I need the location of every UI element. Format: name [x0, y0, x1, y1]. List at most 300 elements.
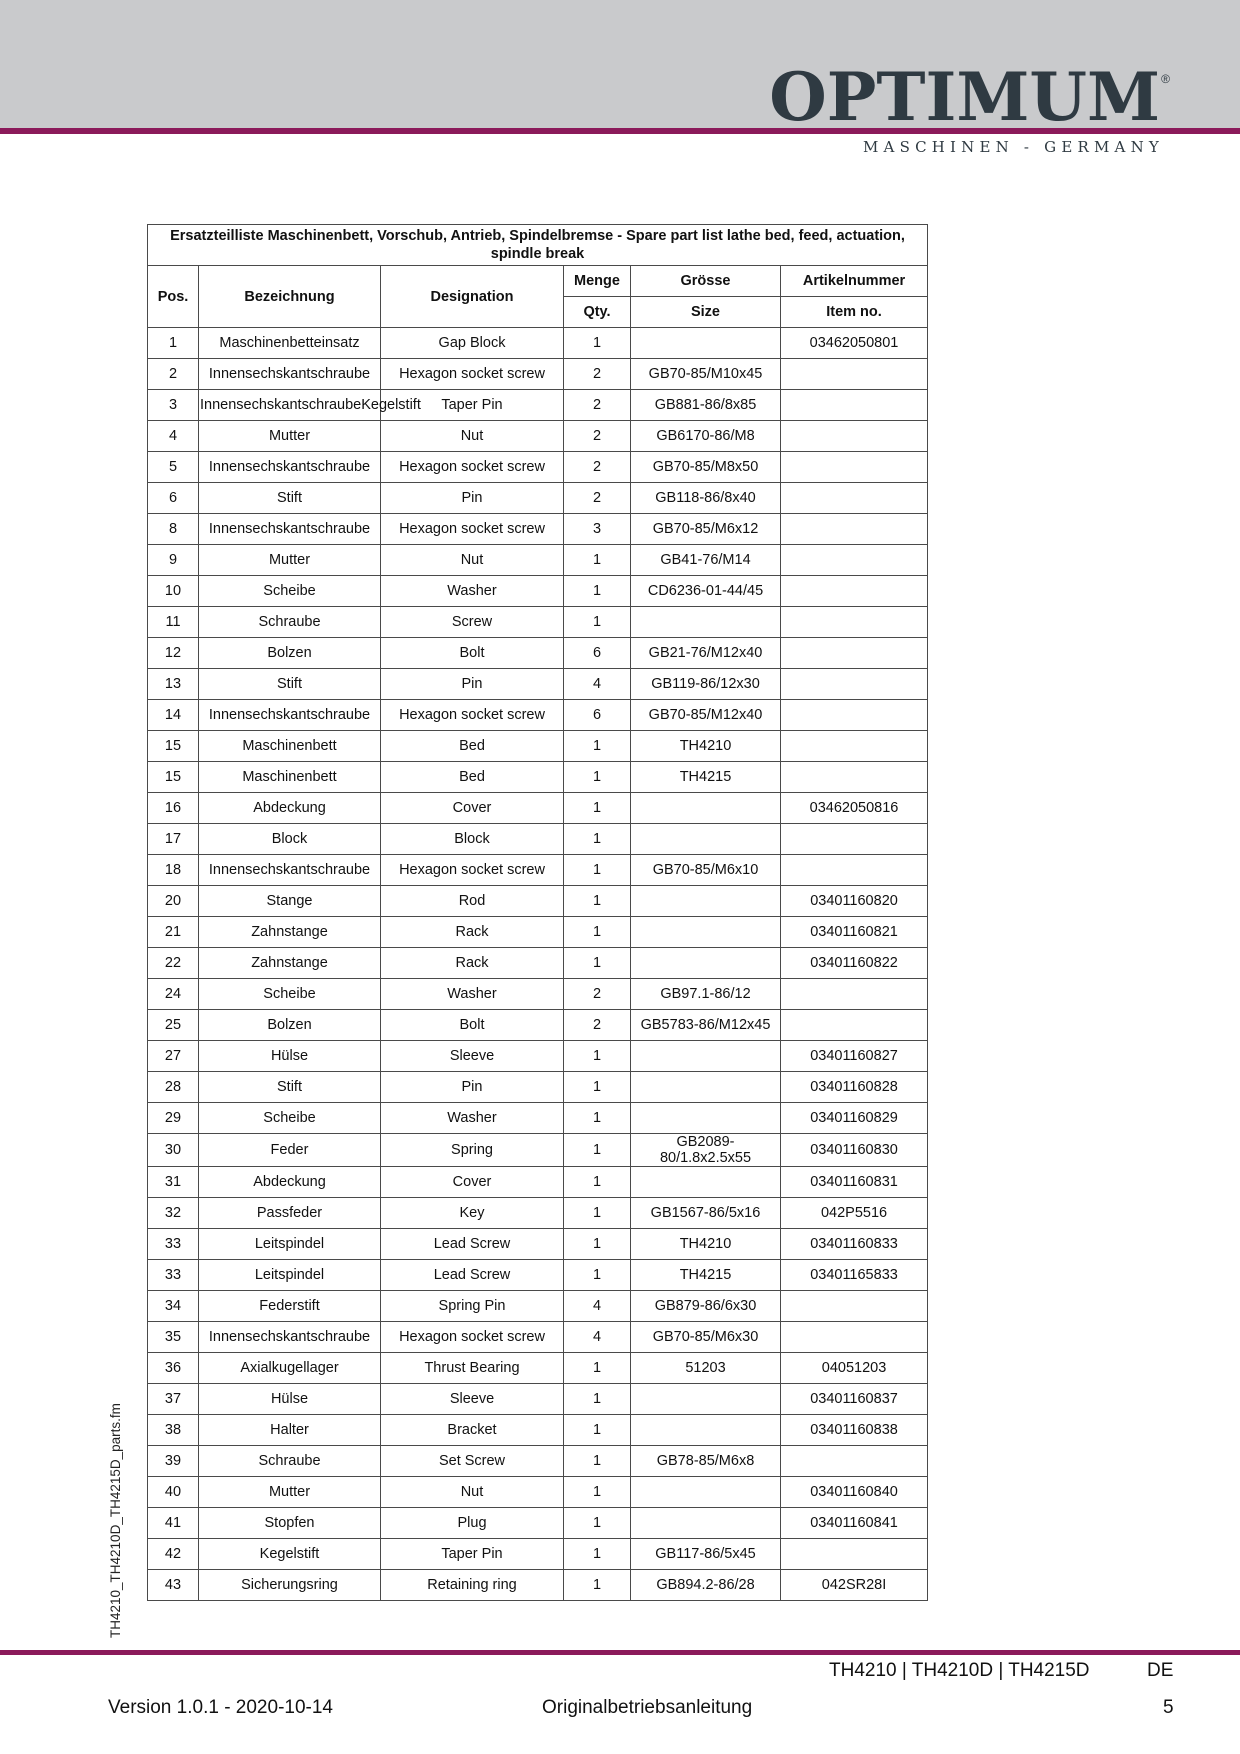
cell-item-no [781, 359, 928, 390]
cell-size: GB21-76/M12x40 [631, 638, 781, 669]
cell-pos: 28 [148, 1072, 199, 1103]
cell-qty: 1 [564, 576, 631, 607]
table-row [148, 793, 928, 824]
cell-pos: 29 [148, 1103, 199, 1134]
cell-size: GB879-86/6x30 [631, 1291, 781, 1322]
cell-item-no [781, 1291, 928, 1322]
footer-manual-title: Originalbetriebsanleitung [542, 1697, 753, 1718]
table-row [148, 1260, 928, 1291]
cell-bezeichnung: Stange [199, 886, 381, 917]
cell-qty: 6 [564, 638, 631, 669]
cell-item-no: 03401160830 [781, 1134, 928, 1167]
table-row [148, 948, 928, 979]
cell-pos: 6 [148, 483, 199, 514]
cell-bezeichnung: Maschinenbett [199, 731, 381, 762]
cell-item-no [781, 545, 928, 576]
cell-item-no: 042P5516 [781, 1198, 928, 1229]
cell-item-no [781, 390, 928, 421]
cell-size: GB70-85/M10x45 [631, 359, 781, 390]
cell-designation: Hexagon socket screw [381, 700, 564, 731]
table-row [148, 1072, 928, 1103]
cell-pos: 12 [148, 638, 199, 669]
cell-size: TH4210 [631, 1229, 781, 1260]
cell-qty: 1 [564, 1134, 631, 1167]
table-row [148, 700, 928, 731]
cell-bezeichnung: Zahnstange [199, 948, 381, 979]
table-row [148, 328, 928, 359]
cell-qty: 1 [564, 328, 631, 359]
header-bezeichnung: Bezeichnung [199, 266, 381, 328]
table-row [148, 607, 928, 638]
cell-designation: Key [381, 1198, 564, 1229]
cell-pos: 37 [148, 1384, 199, 1415]
table-row [148, 1508, 928, 1539]
cell-designation: Pin [381, 1072, 564, 1103]
cell-qty: 3 [564, 514, 631, 545]
cell-bezeichnung: Innensechskantschraube [199, 1322, 381, 1353]
cell-designation: Washer [381, 576, 564, 607]
header-artikelnummer: Artikelnummer [781, 266, 928, 297]
table-title: Ersatzteilliste Maschinenbett, Vorschub, Antrieb, Spindelbremse - Spare part list lathe bed, feed, actuation, spindle break [148, 225, 928, 266]
cell-qty: 1 [564, 948, 631, 979]
cell-designation: Bed [381, 762, 564, 793]
cell-item-no [781, 1539, 928, 1570]
optimum-logo [769, 58, 1170, 162]
cell-size: GB119-86/12x30 [631, 669, 781, 700]
cell-designation: Spring [381, 1134, 564, 1167]
cell-designation: Pin [381, 669, 564, 700]
cell-qty: 1 [564, 1384, 631, 1415]
table-row [148, 483, 928, 514]
cell-qty: 1 [564, 1229, 631, 1260]
cell-designation: Sleeve [381, 1041, 564, 1072]
cell-size [631, 1477, 781, 1508]
cell-qty: 2 [564, 979, 631, 1010]
cell-qty: 1 [564, 607, 631, 638]
cell-size [631, 607, 781, 638]
cell-bezeichnung: Leitspindel [199, 1229, 381, 1260]
cell-designation: Lead Screw [381, 1260, 564, 1291]
cell-bezeichnung: Scheibe [199, 1103, 381, 1134]
table-row [148, 576, 928, 607]
cell-pos: 21 [148, 917, 199, 948]
cell-item-no [781, 1322, 928, 1353]
cell-designation: Hexagon socket screw [381, 514, 564, 545]
table-row [148, 1353, 928, 1384]
cell-size: GB78-85/M6x8 [631, 1446, 781, 1477]
cell-pos: 31 [148, 1167, 199, 1198]
cell-item-no [781, 514, 928, 545]
cell-bezeichnung: Maschinenbett [199, 762, 381, 793]
cell-designation: Hexagon socket screw [381, 855, 564, 886]
cell-size [631, 1384, 781, 1415]
cell-bezeichnung: Innensechskantschraube [199, 359, 381, 390]
table-row [148, 638, 928, 669]
table-row [148, 1291, 928, 1322]
cell-size: 51203 [631, 1353, 781, 1384]
cell-designation: Taper Pin [381, 390, 564, 421]
table-row [148, 886, 928, 917]
cell-bezeichnung: Stopfen [199, 1508, 381, 1539]
cell-designation: Rack [381, 917, 564, 948]
cell-bezeichnung: Feder [199, 1134, 381, 1167]
cell-pos: 33 [148, 1260, 199, 1291]
table-row [148, 824, 928, 855]
cell-qty: 1 [564, 1353, 631, 1384]
cell-pos: 9 [148, 545, 199, 576]
cell-bezeichnung: Mutter [199, 1477, 381, 1508]
cell-item-no [781, 855, 928, 886]
footer-divider [0, 1650, 1240, 1655]
cell-pos: 32 [148, 1198, 199, 1229]
cell-item-no [781, 483, 928, 514]
cell-pos: 20 [148, 886, 199, 917]
cell-qty: 1 [564, 917, 631, 948]
cell-bezeichnung: InnensechskantschraubeKegelstift [199, 390, 381, 421]
cell-size: GB41-76/M14 [631, 545, 781, 576]
cell-designation: Gap Block [381, 328, 564, 359]
cell-bezeichnung: Sicherungsring [199, 1570, 381, 1601]
table-row [148, 1415, 928, 1446]
table-row [148, 1134, 928, 1167]
cell-qty: 1 [564, 1415, 631, 1446]
cell-bezeichnung: Axialkugellager [199, 1353, 381, 1384]
cell-size: GB117-86/5x45 [631, 1539, 781, 1570]
cell-pos: 24 [148, 979, 199, 1010]
table-row [148, 917, 928, 948]
table-row [148, 855, 928, 886]
cell-size [631, 1041, 781, 1072]
cell-qty: 1 [564, 1198, 631, 1229]
cell-bezeichnung: Kegelstift [199, 1539, 381, 1570]
cell-qty: 1 [564, 731, 631, 762]
cell-pos: 16 [148, 793, 199, 824]
table-row [148, 359, 928, 390]
cell-designation: Spring Pin [381, 1291, 564, 1322]
cell-bezeichnung: Hülse [199, 1384, 381, 1415]
cell-designation: Bed [381, 731, 564, 762]
cell-bezeichnung: Passfeder [199, 1198, 381, 1229]
cell-pos: 41 [148, 1508, 199, 1539]
cell-bezeichnung: Bolzen [199, 1010, 381, 1041]
cell-size [631, 1072, 781, 1103]
table-row [148, 545, 928, 576]
cell-bezeichnung: Federstift [199, 1291, 381, 1322]
table-row [148, 1570, 928, 1601]
cell-designation: Retaining ring [381, 1570, 564, 1601]
cell-item-no [781, 700, 928, 731]
table-row [148, 1539, 928, 1570]
cell-size: GB2089-80/1.8x2.5x55 [631, 1134, 781, 1167]
cell-size: GB1567-86/5x16 [631, 1198, 781, 1229]
cell-item-no: 03401160837 [781, 1384, 928, 1415]
cell-designation: Washer [381, 1103, 564, 1134]
table-row [148, 1446, 928, 1477]
cell-pos: 33 [148, 1229, 199, 1260]
cell-item-no [781, 607, 928, 638]
cell-item-no: 04051203 [781, 1353, 928, 1384]
table-row [148, 731, 928, 762]
cell-designation: Rack [381, 948, 564, 979]
header-groesse: Grösse [631, 266, 781, 297]
cell-qty: 1 [564, 1508, 631, 1539]
cell-qty: 1 [564, 886, 631, 917]
cell-bezeichnung: Innensechskantschraube [199, 700, 381, 731]
cell-item-no: 03401160841 [781, 1508, 928, 1539]
cell-pos: 30 [148, 1134, 199, 1167]
cell-item-no: 03401160840 [781, 1477, 928, 1508]
cell-qty: 4 [564, 1291, 631, 1322]
cell-bezeichnung: Abdeckung [199, 793, 381, 824]
cell-size: TH4215 [631, 1260, 781, 1291]
cell-item-no: 03401160838 [781, 1415, 928, 1446]
header-pos: Pos. [148, 266, 199, 328]
cell-bezeichnung: Innensechskantschraube [199, 514, 381, 545]
cell-qty: 2 [564, 390, 631, 421]
cell-qty: 6 [564, 700, 631, 731]
cell-qty: 4 [564, 1322, 631, 1353]
cell-bezeichnung: Maschinenbetteinsatz [199, 328, 381, 359]
cell-item-no [781, 421, 928, 452]
cell-qty: 1 [564, 1072, 631, 1103]
cell-size: GB70-85/M12x40 [631, 700, 781, 731]
cell-designation: Lead Screw [381, 1229, 564, 1260]
cell-pos: 15 [148, 731, 199, 762]
cell-bezeichnung: Scheibe [199, 979, 381, 1010]
cell-qty: 1 [564, 824, 631, 855]
cell-designation: Nut [381, 545, 564, 576]
cell-bezeichnung: Bolzen [199, 638, 381, 669]
header-size: Size [631, 297, 781, 328]
spare-parts-table [147, 224, 928, 1601]
cell-pos: 39 [148, 1446, 199, 1477]
cell-qty: 1 [564, 1041, 631, 1072]
cell-designation: Washer [381, 979, 564, 1010]
logo-registered-mark: ® [1161, 72, 1170, 86]
cell-qty: 1 [564, 1167, 631, 1198]
cell-size: GB894.2-86/28 [631, 1570, 781, 1601]
cell-item-no: 03401160831 [781, 1167, 928, 1198]
cell-item-no [781, 1446, 928, 1477]
cell-pos: 18 [148, 855, 199, 886]
cell-qty: 1 [564, 1477, 631, 1508]
cell-bezeichnung: Abdeckung [199, 1167, 381, 1198]
cell-pos: 8 [148, 514, 199, 545]
table-row [148, 452, 928, 483]
footer-language: DE [1147, 1660, 1174, 1681]
cell-bezeichnung: Stift [199, 669, 381, 700]
cell-qty: 1 [564, 1260, 631, 1291]
cell-qty: 1 [564, 1539, 631, 1570]
cell-item-no [781, 1010, 928, 1041]
header-designation: Designation [381, 266, 564, 328]
cell-designation: Bolt [381, 638, 564, 669]
cell-bezeichnung: Halter [199, 1415, 381, 1446]
table-row [148, 1384, 928, 1415]
cell-pos: 1 [148, 328, 199, 359]
header-qty: Qty. [564, 297, 631, 328]
cell-pos: 14 [148, 700, 199, 731]
cell-size [631, 1167, 781, 1198]
table-row [148, 421, 928, 452]
table-row [148, 1010, 928, 1041]
table-row [148, 1322, 928, 1353]
table-row [148, 1477, 928, 1508]
cell-pos: 2 [148, 359, 199, 390]
cell-qty: 1 [564, 1103, 631, 1134]
logo-wordmark: OPTIMUM [769, 58, 1160, 136]
cell-size [631, 948, 781, 979]
cell-bezeichnung: Innensechskantschraube [199, 855, 381, 886]
cell-qty: 4 [564, 669, 631, 700]
cell-designation: Hexagon socket screw [381, 452, 564, 483]
cell-size [631, 824, 781, 855]
cell-item-no: 03401160827 [781, 1041, 928, 1072]
cell-designation: Block [381, 824, 564, 855]
cell-item-no: 03401165833 [781, 1260, 928, 1291]
footer-page-number: 5 [1163, 1697, 1174, 1718]
cell-qty: 2 [564, 421, 631, 452]
cell-qty: 1 [564, 855, 631, 886]
cell-item-no: 03401160829 [781, 1103, 928, 1134]
cell-bezeichnung: Hülse [199, 1041, 381, 1072]
cell-size: TH4210 [631, 731, 781, 762]
cell-pos: 36 [148, 1353, 199, 1384]
cell-designation: Taper Pin [381, 1539, 564, 1570]
header-item-no: Item no. [781, 297, 928, 328]
cell-bezeichnung: Zahnstange [199, 917, 381, 948]
table-row [148, 762, 928, 793]
cell-qty: 1 [564, 1446, 631, 1477]
cell-designation: Cover [381, 1167, 564, 1198]
cell-item-no [781, 979, 928, 1010]
cell-pos: 15 [148, 762, 199, 793]
cell-item-no: 042SR28I [781, 1570, 928, 1601]
cell-qty: 1 [564, 762, 631, 793]
cell-qty: 1 [564, 1570, 631, 1601]
cell-pos: 40 [148, 1477, 199, 1508]
cell-designation: Pin [381, 483, 564, 514]
cell-qty: 2 [564, 359, 631, 390]
header-menge: Menge [564, 266, 631, 297]
cell-bezeichnung: Schraube [199, 1446, 381, 1477]
cell-size [631, 917, 781, 948]
cell-item-no [781, 576, 928, 607]
cell-pos: 5 [148, 452, 199, 483]
cell-designation: Nut [381, 421, 564, 452]
table-row [148, 1198, 928, 1229]
cell-size [631, 793, 781, 824]
cell-pos: 42 [148, 1539, 199, 1570]
cell-size: CD6236-01-44/45 [631, 576, 781, 607]
cell-designation: Rod [381, 886, 564, 917]
cell-bezeichnung: Mutter [199, 421, 381, 452]
cell-pos: 27 [148, 1041, 199, 1072]
cell-size: GB70-85/M6x12 [631, 514, 781, 545]
cell-size: GB5783-86/M12x45 [631, 1010, 781, 1041]
cell-bezeichnung: Leitspindel [199, 1260, 381, 1291]
cell-item-no [781, 762, 928, 793]
cell-size [631, 1508, 781, 1539]
side-file-label: TH4210_TH4210D_TH4215D_parts.fm [108, 1403, 123, 1638]
cell-qty: 1 [564, 793, 631, 824]
cell-size: GB70-85/M6x30 [631, 1322, 781, 1353]
cell-designation: Nut [381, 1477, 564, 1508]
cell-item-no [781, 638, 928, 669]
cell-item-no: 03462050816 [781, 793, 928, 824]
cell-size [631, 328, 781, 359]
cell-size: GB97.1-86/12 [631, 979, 781, 1010]
table-row [148, 514, 928, 545]
cell-pos: 10 [148, 576, 199, 607]
cell-qty: 2 [564, 452, 631, 483]
cell-size: GB881-86/8x85 [631, 390, 781, 421]
table-row [148, 1229, 928, 1260]
cell-pos: 35 [148, 1322, 199, 1353]
cell-pos: 3 [148, 390, 199, 421]
cell-size: GB70-85/M8x50 [631, 452, 781, 483]
cell-designation: Hexagon socket screw [381, 1322, 564, 1353]
cell-designation: Plug [381, 1508, 564, 1539]
cell-size: TH4215 [631, 762, 781, 793]
cell-size [631, 1415, 781, 1446]
table-row [148, 390, 928, 421]
cell-pos: 38 [148, 1415, 199, 1446]
cell-designation: Bolt [381, 1010, 564, 1041]
cell-bezeichnung: Schraube [199, 607, 381, 638]
cell-bezeichnung: Innensechskantschraube [199, 452, 381, 483]
cell-size [631, 1103, 781, 1134]
cell-pos: 25 [148, 1010, 199, 1041]
table-row [148, 979, 928, 1010]
cell-designation: Set Screw [381, 1446, 564, 1477]
cell-pos: 4 [148, 421, 199, 452]
cell-size: GB118-86/8x40 [631, 483, 781, 514]
cell-item-no: 03401160828 [781, 1072, 928, 1103]
cell-designation: Screw [381, 607, 564, 638]
cell-item-no [781, 731, 928, 762]
cell-designation: Bracket [381, 1415, 564, 1446]
cell-item-no [781, 824, 928, 855]
cell-pos: 43 [148, 1570, 199, 1601]
cell-item-no [781, 452, 928, 483]
cell-pos: 34 [148, 1291, 199, 1322]
cell-bezeichnung: Block [199, 824, 381, 855]
cell-pos: 11 [148, 607, 199, 638]
cell-item-no: 03401160821 [781, 917, 928, 948]
logo-tagline: MASCHINEN - GERMANY [863, 138, 1164, 156]
cell-designation: Thrust Bearing [381, 1353, 564, 1384]
cell-item-no: 03401160833 [781, 1229, 928, 1260]
footer-models: TH4210 | TH4210D | TH4215D [829, 1660, 1090, 1681]
table-body [148, 328, 928, 1601]
cell-bezeichnung: Stift [199, 1072, 381, 1103]
table-row [148, 1167, 928, 1198]
cell-qty: 2 [564, 483, 631, 514]
cell-qty: 2 [564, 1010, 631, 1041]
cell-pos: 13 [148, 669, 199, 700]
cell-size [631, 886, 781, 917]
cell-qty: 1 [564, 545, 631, 576]
cell-designation: Hexagon socket screw [381, 359, 564, 390]
table-row [148, 1041, 928, 1072]
table-row [148, 1103, 928, 1134]
footer-version: Version 1.0.1 - 2020-10-14 [108, 1697, 333, 1718]
cell-bezeichnung: Mutter [199, 545, 381, 576]
cell-size: GB6170-86/M8 [631, 421, 781, 452]
cell-item-no: 03401160820 [781, 886, 928, 917]
cell-designation: Sleeve [381, 1384, 564, 1415]
